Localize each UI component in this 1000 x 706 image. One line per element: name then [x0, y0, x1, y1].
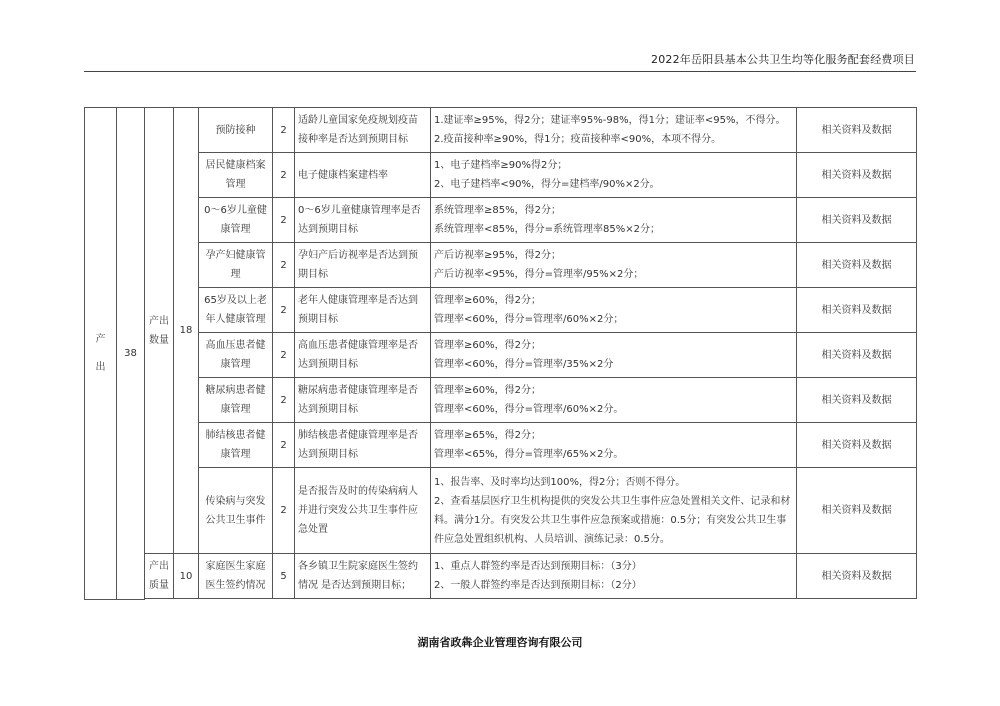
criteria-line: 管理率≥60%，得2分；: [434, 295, 541, 306]
group-score-quality: 10: [174, 554, 199, 599]
level1-label-char: 出: [95, 361, 106, 373]
source-text: 相关资料及数据: [797, 153, 917, 198]
criteria-cell: [431, 198, 797, 243]
table-row: [85, 423, 917, 468]
table-row: [85, 243, 917, 288]
criteria-line: 管理率<60%，得分=管理率/60%×2分；: [434, 314, 624, 325]
criteria-line: 产后访视率≥95%，得2分；: [434, 250, 561, 261]
indicator-text: 高血压患者健康管理率是否达到预期目标: [295, 333, 431, 378]
indicator-text: 老年人健康管理率是否达到预期目标: [295, 288, 431, 333]
criteria-cell: [431, 468, 797, 554]
table-row: [85, 468, 917, 554]
criteria-line: 1、电子建档率≥90%得2分；: [434, 160, 568, 171]
group-score-quantity: 18: [174, 108, 199, 554]
table-row: [85, 153, 917, 198]
criteria-line: 2.疫苗接种率≥90%，得1分；疫苗接种率<90%，本项不得分。: [434, 134, 722, 145]
item-score: 2: [273, 378, 295, 423]
level1-label-char: 产: [95, 333, 106, 345]
item-name: 居民健康档案管理: [199, 153, 273, 198]
criteria-line: 2、一般人群签约率是否达到预期目标：（2分）: [434, 580, 642, 591]
group-label-quality: 产出质量: [145, 554, 174, 599]
indicator-text: 各乡镇卫生院家庭医生签约情况 是否达到预期目标；: [295, 554, 431, 599]
footer-company: 湖南省政犇企业管理咨询有限公司: [417, 636, 583, 649]
header-rule: [84, 71, 916, 72]
criteria-cell: [431, 333, 797, 378]
criteria-line: 1.建证率≥95%，得2分；建证率95%-98%，得1分；建证率<95%，不得分。: [434, 115, 786, 126]
item-name: 肺结核患者健康管理: [199, 423, 273, 468]
source-text: 相关资料及数据: [797, 333, 917, 378]
criteria-cell: [431, 288, 797, 333]
item-score: 2: [273, 198, 295, 243]
level1-label-cell: [85, 108, 117, 600]
item-score: 2: [273, 333, 295, 378]
table-row: [85, 378, 917, 423]
item-score: 2: [273, 423, 295, 468]
criteria-line: 系统管理率≥85%，得2分；: [434, 205, 561, 216]
source-text: 相关资料及数据: [797, 243, 917, 288]
level1-score: 38: [117, 108, 145, 600]
criteria-cell: [431, 423, 797, 468]
item-name: 预防接种: [199, 108, 273, 153]
indicator-text: 0～6岁儿童健康管理率是否达到预期目标: [295, 198, 431, 243]
criteria-line: 管理率≥65%，得2分；: [434, 430, 541, 441]
page-header-title: 2022年岳阳县基本公共卫生均等化服务配套经费项目: [651, 53, 915, 66]
table-row: [85, 108, 917, 153]
item-name: 65岁及以上老年人健康管理: [199, 288, 273, 333]
table-row: [85, 198, 917, 243]
source-text: 相关资料及数据: [797, 108, 917, 153]
criteria-line: 管理率<60%，得分=管理率/60%×2分。: [434, 404, 624, 415]
criteria-line: 产后访视率<95%，得分=管理率/95%×2分；: [434, 269, 644, 280]
spacer-cell: [145, 599, 917, 600]
criteria-line: 管理率≥60%，得2分；: [434, 340, 541, 351]
source-text: 相关资料及数据: [797, 198, 917, 243]
indicator-text: 适龄儿童国家免疫规划疫苗接种率是否达到预期目标: [295, 108, 431, 153]
item-name: 孕产妇健康管理: [199, 243, 273, 288]
item-score: 2: [273, 243, 295, 288]
item-name: 家庭医生家庭医生签约情况: [199, 554, 273, 599]
indicator-text: 糖尿病患者健康管理率是否达到预期目标: [295, 378, 431, 423]
criteria-cell: [431, 108, 797, 153]
table-row: [85, 599, 917, 600]
source-text: 相关资料及数据: [797, 378, 917, 423]
criteria-cell: [431, 378, 797, 423]
item-name: 0～6岁儿童健康管理: [199, 198, 273, 243]
indicator-text: 电子健康档案建档率: [295, 153, 431, 198]
performance-indicator-table: [84, 107, 917, 600]
source-text: 相关资料及数据: [797, 423, 917, 468]
indicator-text: 是否报告及时的传染病病人并进行突发公共卫生事件应急处置: [295, 468, 431, 554]
item-name: 糖尿病患者健康管理: [199, 378, 273, 423]
criteria-line: 系统管理率<85%，得分=系统管理率85%×2分；: [434, 224, 660, 235]
item-score: 2: [273, 153, 295, 198]
table-row: [85, 288, 917, 333]
table-row: [85, 333, 917, 378]
criteria-line: 管理率≥60%，得2分；: [434, 385, 541, 396]
item-score: 5: [273, 554, 295, 599]
criteria-line: 1、重点人群签约率是否达到预期目标：（3分）: [434, 561, 642, 572]
indicator-text: 肺结核患者健康管理率是否达到预期目标: [295, 423, 431, 468]
criteria-cell: [431, 243, 797, 288]
source-text: 相关资料及数据: [797, 554, 917, 599]
criteria-line: 1、报告率、及时率均达到100%，得2分；否则不得分。: [434, 476, 686, 488]
criteria-cell: [431, 554, 797, 599]
criteria-line: 管理率<60%，得分=管理率/35%×2分: [434, 359, 614, 370]
source-text: 相关资料及数据: [797, 468, 917, 554]
indicator-text: 孕妇产后访视率是否达到预期目标: [295, 243, 431, 288]
table-row: [85, 554, 917, 599]
criteria-line: 管理率<65%，得分=管理率/65%×2分。: [434, 449, 624, 460]
criteria-cell: [431, 153, 797, 198]
item-name: 传染病与突发公共卫生事件: [199, 468, 273, 554]
criteria-line: 2、电子建档率<90%，得分=建档率/90%×2分。: [434, 179, 660, 190]
item-name: 高血压患者健康管理: [199, 333, 273, 378]
item-score: 2: [273, 288, 295, 333]
item-score: 2: [273, 468, 295, 554]
source-text: 相关资料及数据: [797, 288, 917, 333]
criteria-line: 2、查看基层医疗卫生机构提供的突发公共卫生事件应急处置相关文件、记录和材料。满分1分。有突发公共卫生事件应急预案或措施：0.5分；有突发公共卫生事件应急处置组织机构、人员培训、演练记录：0.5分。: [434, 495, 791, 545]
group-label-quantity: 产出数量: [145, 108, 174, 554]
item-score: 2: [273, 108, 295, 153]
